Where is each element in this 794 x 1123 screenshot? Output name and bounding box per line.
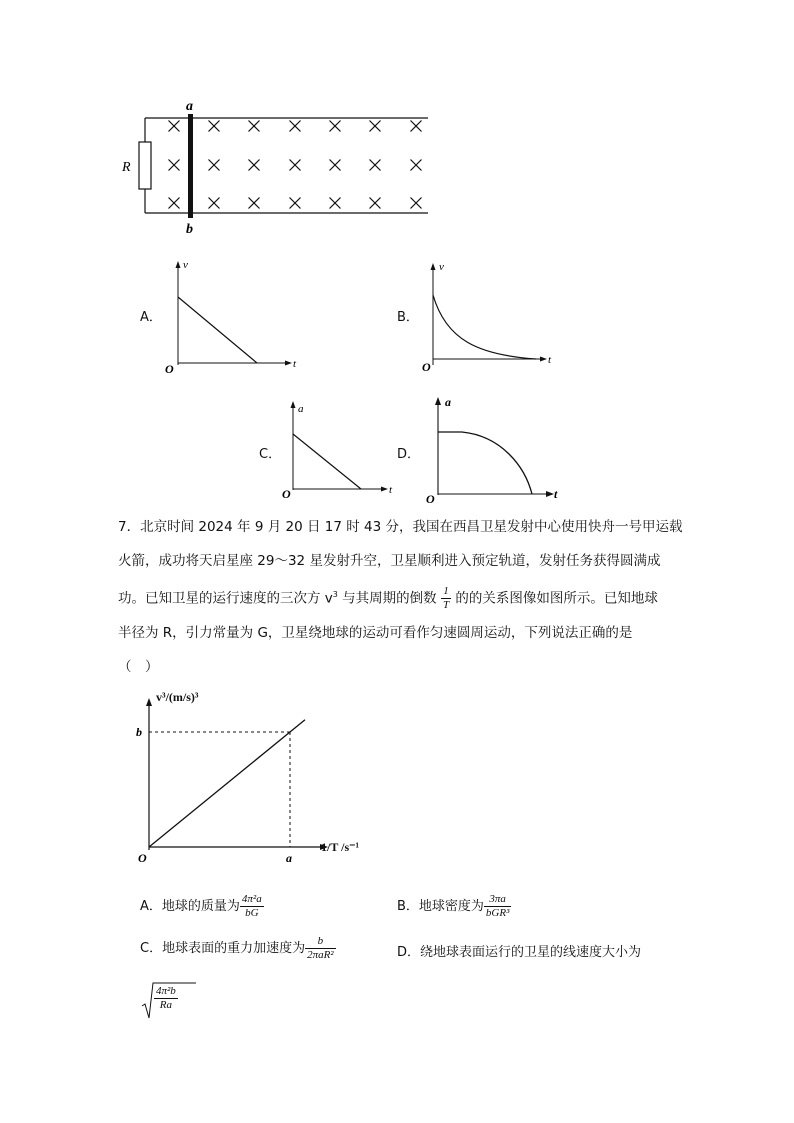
option-a-fraction: $\frac{\text{4π²a}}{bG}$ [241, 893, 262, 919]
cross-icon [370, 160, 381, 171]
cross-icon [411, 121, 422, 132]
graph-a-origin: O [165, 362, 174, 375]
graph-b-curve [433, 295, 536, 359]
cross-icon [370, 198, 381, 209]
option-b-label: B． [397, 310, 419, 325]
chart-origin-label: O [138, 851, 147, 865]
cross-icon [290, 160, 301, 171]
resistor [139, 142, 151, 189]
graph-d-y-label: a [445, 395, 451, 409]
rod-ab [188, 114, 193, 218]
circuit-figure [110, 95, 440, 240]
graph-c-y-label: a [298, 403, 304, 415]
answer-option-b[interactable]: B．地球密度为 $\frac{3\pi a}{\text{bGR³}}$ [397, 893, 510, 919]
graph-c [278, 395, 403, 510]
y-arrow-icon [431, 263, 436, 270]
cross-icon [370, 121, 381, 132]
answer-option-d[interactable]: D．绕地球表面运行的卫星的线速度大小为 [397, 945, 642, 960]
cross-icon [330, 121, 341, 132]
chart-x-axis-label: 1/T /s⁻¹ [321, 840, 360, 854]
magnetic-field-crosses [169, 121, 422, 209]
option-a-label: A． [140, 310, 162, 325]
graph-c-x-label: t [389, 484, 393, 496]
option-c-fraction: $\frac{b}{\text{2πaR²}}$ [307, 935, 334, 961]
y-arrow-icon [435, 397, 441, 405]
graph-b-origin: O [422, 360, 431, 374]
x-arrow-icon [546, 491, 554, 497]
graph-d-curve [438, 432, 532, 494]
cross-icon [330, 160, 341, 171]
q7-line-2: 火箭，成功将天启星座 29～32 星发射升空，卫星顺利进入预定轨道，发射任务获得圆满成 [118, 553, 661, 569]
inverse-period-fraction: $\frac{1}{T}$ [442, 585, 450, 611]
graph-c-line [293, 434, 361, 489]
question-7-text [118, 510, 758, 684]
cross-icon [169, 121, 180, 132]
graph-b [418, 255, 568, 375]
cross-icon [249, 198, 260, 209]
resistor-label: R [122, 160, 131, 175]
q7-line-5: （ ） [118, 658, 159, 675]
cross-icon [249, 121, 260, 132]
graph-a [160, 255, 310, 375]
answer-option-a[interactable]: A．地球的质量为 $\frac{\text{4π²a}}{bG}$ [140, 893, 262, 919]
rod-label-a: a [186, 99, 193, 114]
graph-c-origin: O [282, 487, 291, 501]
q7-line-1: 7．北京时间 2024 年 9 月 20 日 17 时 43 分，我国在西昌卫星发射中心使用快舟一号甲运载 [118, 519, 683, 535]
chart-y-axis-label: v³/(m/s)³ [156, 690, 199, 704]
cross-icon [169, 198, 180, 209]
graph-b-x-label: t [548, 354, 552, 366]
x-arrow-icon [285, 361, 292, 366]
cross-icon [209, 198, 220, 209]
chart-x-tick-a: a [286, 851, 292, 865]
x-arrow-icon [540, 357, 547, 362]
rod-label-b: b [186, 222, 193, 237]
y-arrow-icon [176, 261, 181, 268]
cross-icon [249, 160, 260, 171]
chart-series-line [149, 720, 305, 847]
q7-line-4: 半径为 R，引力常量为 G，卫星绕地球的运动可看作匀速圆周运动，下列说法正确的是 [118, 624, 633, 641]
cross-icon [209, 160, 220, 171]
cross-icon [411, 198, 422, 209]
chart-y-arrow-icon [146, 698, 152, 706]
cross-icon [330, 198, 341, 209]
chart-y-tick-b: b [136, 725, 142, 739]
graph-a-x-label: t [293, 358, 297, 370]
graph-d-x-label: t [554, 487, 558, 501]
graph-a-y-label: v [183, 259, 188, 271]
cross-icon [411, 160, 422, 171]
graph-b-y-label: v [439, 261, 444, 273]
option-c-label: C． [259, 447, 282, 462]
option-d-label: D． [397, 447, 421, 462]
graph-a-line [178, 297, 257, 363]
option-b-fraction: $\frac{3\pi a}{\text{bGR³}}$ [485, 893, 510, 919]
graph-d [422, 392, 567, 510]
graph-d-origin: O [426, 492, 435, 506]
cross-icon [169, 160, 180, 171]
cross-icon [209, 121, 220, 132]
cross-icon [290, 198, 301, 209]
answer-option-c[interactable]: C．地球表面的重力加速度为 $\frac{b}{\text{2πaR²}}$ [140, 935, 334, 961]
y-arrow-icon [291, 401, 296, 408]
x-arrow-icon [381, 487, 388, 492]
q7-line-3: 功。已知卫星的运行速度的三次方 $v^3$ 与其周期的倒数 $\frac{1}{T}$ 的的关系图像如图所示。已知地球 [118, 585, 658, 611]
cross-icon [290, 121, 301, 132]
option-d-fraction: $\frac{\text{4π²b}}{Ra}$ [156, 985, 176, 1011]
